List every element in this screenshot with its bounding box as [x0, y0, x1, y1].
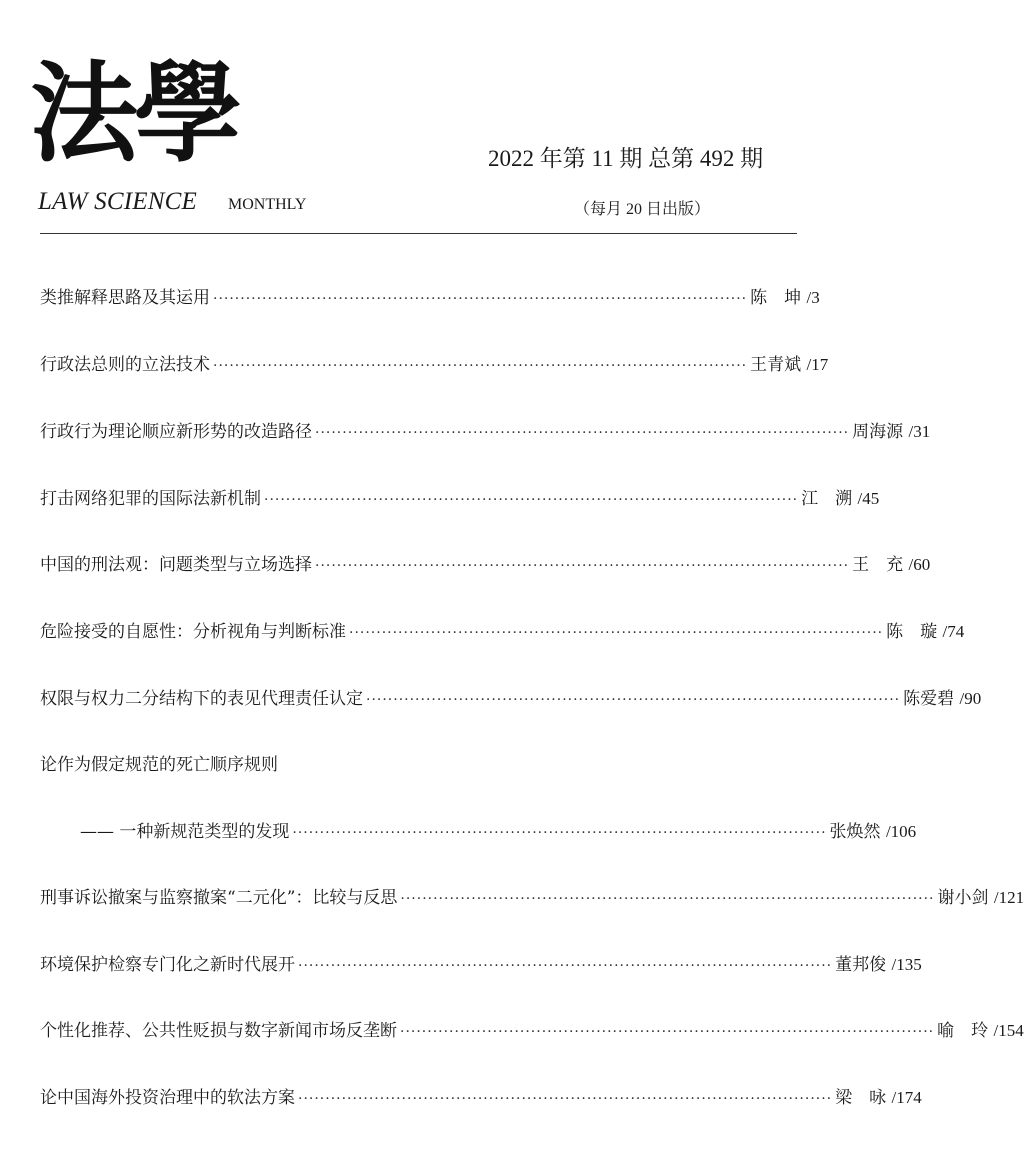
article-title: 中国的刑法观：问题类型与立场选择: [40, 555, 312, 575]
dot-leader: ··································································································: [400, 891, 935, 907]
toc-entry[interactable]: [40, 417, 931, 447]
article-title: 环境保护检察专门化之新时代展开: [40, 955, 295, 975]
toc-entry[interactable]: [40, 950, 922, 980]
toc-entry[interactable]: [40, 883, 1024, 913]
article-title: 刑事诉讼撤案与监察撤案“二元化”：比较与反思: [40, 888, 398, 908]
page-number: /174: [891, 1088, 922, 1107]
article-author: 董邦俊: [835, 955, 887, 975]
dot-leader: ··································································································: [264, 492, 799, 508]
article-author: 陈 璇: [886, 622, 938, 642]
dot-leader: ··································································································: [298, 1091, 833, 1107]
article-author: 陈 坤: [750, 288, 802, 308]
article-author: 谢小剑: [937, 888, 989, 908]
page-number: /17: [806, 355, 829, 374]
toc-entry[interactable]: [40, 1083, 922, 1113]
article-title: 打击网络犯罪的国际法新机制: [40, 489, 261, 509]
page-number: /154: [993, 1021, 1024, 1040]
toc-entry[interactable]: [40, 684, 982, 714]
article-title: 行政行为理论顺应新形势的改造路径: [40, 422, 312, 442]
toc-entry[interactable]: [40, 1016, 1024, 1046]
dot-leader: ··································································································: [349, 625, 884, 641]
article-title: 论中国海外投资治理中的软法方案: [40, 1088, 295, 1108]
toc-entry[interactable]: [40, 484, 880, 514]
dot-leader: ··································································································: [400, 1024, 935, 1040]
article-author: 喻 玲: [937, 1021, 989, 1041]
header-divider: [40, 233, 797, 234]
article-title: 危险接受的自愿性：分析视角与判断标准: [40, 622, 346, 642]
dot-leader: ··································································································: [213, 358, 748, 374]
toc-subtitle-entry[interactable]: [80, 817, 917, 847]
toc-entry[interactable]: [40, 283, 820, 313]
article-author: 张焕然: [829, 822, 881, 842]
page-number: /135: [891, 955, 922, 974]
english-title: LAW SCIENCE: [38, 188, 197, 215]
page-number: /121: [993, 888, 1024, 907]
page-number: /60: [908, 555, 931, 574]
page-number: /106: [885, 822, 917, 841]
article-author: 王青斌: [750, 355, 802, 375]
article-title: 行政法总则的立法技术: [40, 355, 210, 375]
page-number: /31: [908, 422, 931, 441]
article-title: 个性化推荐、公共性贬损与数字新闻市场反垄断: [40, 1021, 397, 1041]
article-author: 陈爱碧: [903, 689, 955, 709]
toc-entry[interactable]: [40, 750, 797, 780]
english-subtitle: MONTHLY: [228, 196, 307, 213]
toc-entry[interactable]: [40, 617, 965, 647]
article-title: 类推解释思路及其运用: [40, 288, 210, 308]
publication-note: （每月 20 日出版）: [574, 201, 711, 218]
dot-leader: ··································································································: [213, 291, 748, 307]
page-number: /74: [942, 622, 965, 641]
article-author: 周海源: [852, 422, 904, 442]
article-subtitle: —— 一种新规范类型的发现: [80, 822, 290, 842]
article-author: 江 溯: [801, 489, 853, 509]
dot-leader: ··································································································: [315, 558, 850, 574]
page-number: /3: [806, 288, 820, 307]
dot-leader: ··································································································: [366, 692, 901, 708]
journal-logo: 法學: [30, 51, 239, 177]
dot-leader: ··································································································: [292, 825, 827, 841]
article-author: 王 充: [852, 555, 904, 575]
dot-leader: ··································································································: [315, 425, 850, 441]
page-number: /90: [959, 689, 982, 708]
article-title: 论作为假定规范的死亡顺序规则: [40, 755, 278, 775]
issue-number: 2022 年第 11 期 总第 492 期: [488, 146, 764, 171]
dot-leader: ··································································································: [298, 958, 833, 974]
article-title: 权限与权力二分结构下的表见代理责任认定: [40, 689, 363, 709]
page-number: /45: [857, 489, 880, 508]
toc-entry[interactable]: [40, 550, 931, 580]
article-author: 梁 咏: [835, 1088, 887, 1108]
toc-entry[interactable]: [40, 350, 829, 380]
